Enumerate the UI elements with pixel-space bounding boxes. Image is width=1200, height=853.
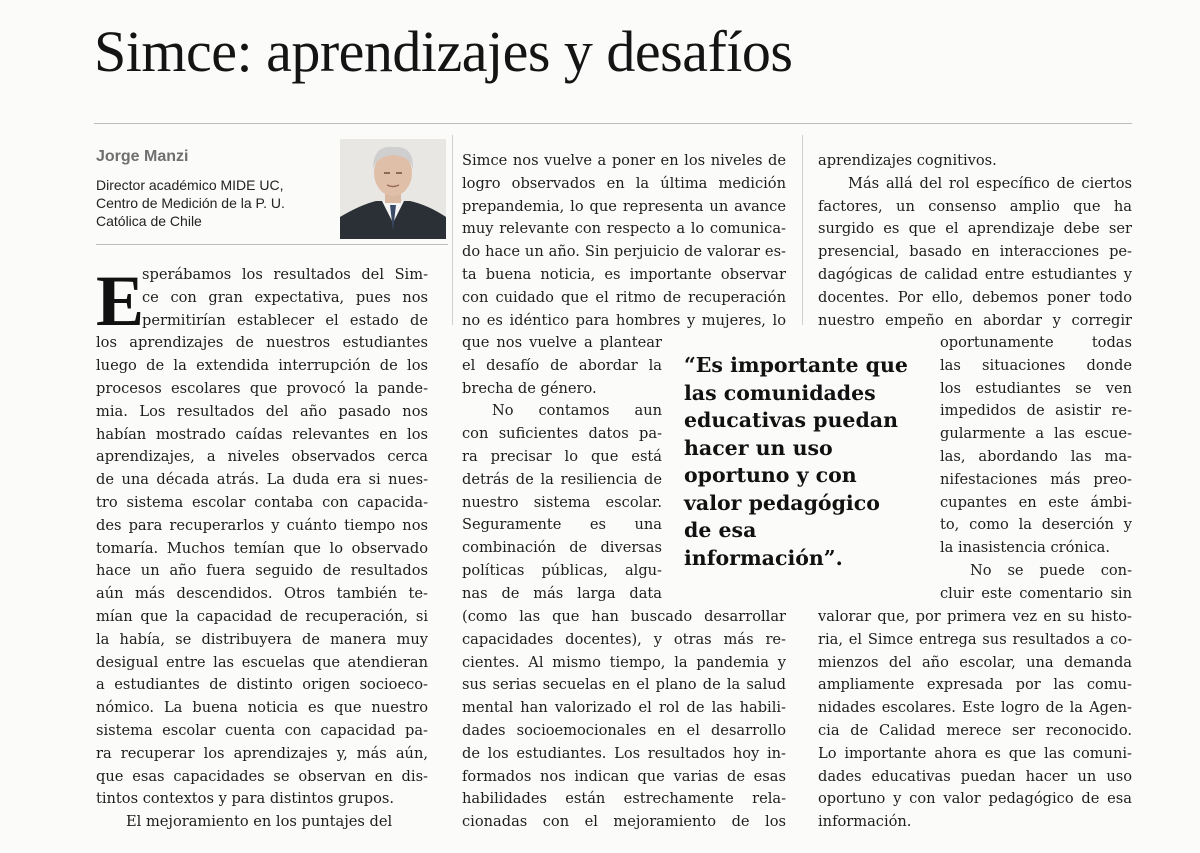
text-line: nuestro empeño en abordar y corregir (818, 311, 1132, 329)
text-line: ra recuperar los aprendizajes y, más aún, (96, 744, 428, 762)
text-line: mían que la capacidad de recuperación, si (96, 607, 428, 625)
text-line: (como las que han buscado desarrollar (462, 608, 786, 625)
column-2-bottom (462, 606, 786, 834)
text-line: Simce nos vuelve a poner en los niveles de (462, 152, 786, 169)
text-line: la había, se distribuyera de manera muy (96, 630, 428, 648)
text-line: desigual entre las escuelas que atendieran (96, 653, 428, 671)
text-line: oportuno y con valor pedagógico de esa (818, 790, 1132, 808)
text-line: las situaciones donde (940, 356, 1132, 374)
text-line: impedidos de asistir re- (940, 402, 1132, 420)
text-line: No contamos aun (492, 402, 662, 420)
author-role-line: Director académico MIDE UC, (96, 177, 284, 193)
text-line: factores, un consenso amplio que ha (818, 197, 1132, 215)
text-line: habían mostrado caídas relevantes en los (96, 425, 428, 443)
column-1 (96, 261, 428, 834)
text-line: formados nos indican que varias de esas (462, 767, 786, 785)
pull-quote-line: valor pedagógico (684, 490, 880, 515)
text-line: Seguramente es una (462, 516, 662, 534)
author-role (96, 176, 336, 230)
text-line: las, abordando las ma- (940, 447, 1132, 465)
text-line: cia de Calidad merece ser reconocido. (818, 721, 1132, 739)
author-rule (96, 244, 448, 245)
text-line: nas de más larga data (462, 584, 662, 602)
text-line: sistema escolar cuenta con capacidad pa- (96, 721, 428, 739)
text-line: mia. Los resultados del año pasado nos (96, 402, 428, 420)
text-line: dades socioemocionales en el desarrollo (462, 721, 786, 739)
pull-quote-line: educativas puedan (684, 408, 898, 432)
pull-quote-line: información”. (684, 545, 843, 570)
text-line: ce con gran expectativa, pues nos (142, 288, 428, 306)
text-line: nómico. La buena noticia es que nuestro (96, 699, 428, 717)
text-line: cionadas con el mejoramiento de los (462, 813, 786, 831)
text-line: sperábamos los resultados del Sim- (142, 266, 428, 283)
text-line: El mejoramiento en los puntajes del (126, 813, 393, 831)
text-line: cluir este comentario sin (940, 584, 1132, 602)
text-line: nidades escolares. Este logro de la Agen- (818, 699, 1132, 717)
text-line: to, como la deserción y (940, 516, 1132, 534)
text-line: los estudiantes se ven (940, 379, 1132, 397)
text-line: ria, el Simce entrega sus resultados a co- (818, 630, 1132, 648)
text-line: mental han valorizado el rol de las habili- (462, 699, 786, 717)
author-name: Jorge Manzi (96, 148, 189, 165)
text-line: permitirían establecer el estado de (142, 311, 428, 329)
drop-cap: E (96, 261, 145, 341)
text-line: combinación de diversas (462, 539, 662, 557)
text-line: aprendizajes, a niveles observados cerca (96, 448, 428, 466)
text-line: muy relevante con respecto a lo comunica- (462, 220, 786, 238)
text-line: mienzos del año escolar, una demanda (818, 653, 1132, 671)
text-line: que esas capacidades se observan en dis- (96, 767, 428, 785)
text-line: hace un año fuera seguido de resultados (96, 562, 428, 580)
text-line: información. (818, 813, 912, 831)
text-line: el desafío de abordar la (462, 356, 662, 374)
text-line: brecha de género. (462, 379, 597, 397)
column-divider-1 (452, 135, 453, 325)
text-line: ampliamente expresada por las comu- (818, 676, 1132, 694)
text-line: sus serias secuelas en el plano de la salud (462, 676, 786, 694)
text-line: dagógicas de calidad entre estudiantes y (818, 265, 1132, 283)
column-2-top (462, 150, 786, 332)
text-line: Lo importante ahora es que las comuni- (818, 744, 1132, 762)
text-line: do hace un año. Sin perjuicio de valorar es- (462, 243, 786, 261)
pull-quote-line: hacer un uso (684, 435, 833, 460)
text-line: tro sistema escolar contaba con capacida- (96, 493, 428, 511)
text-line: des para recuperarlos y cuánto tiempo nos (96, 516, 428, 534)
text-line: no es idéntico para hombres y mujeres, lo (462, 311, 786, 329)
text-line: No se puede con- (970, 561, 1132, 579)
headline: Simce: aprendizajes y desafíos (94, 19, 793, 84)
top-rule (94, 123, 1132, 124)
text-line: políticas públicas, algu- (462, 561, 662, 579)
author-role-line: Centro de Medición de la P. U. (96, 195, 285, 211)
pull-quote-line: oportuno y con (684, 463, 857, 487)
text-line: que nos vuelve a plantear (462, 334, 662, 351)
pull-quote-line: “Es importante que (684, 353, 908, 377)
text-line: dades educativas puedan hacer un uso (818, 767, 1132, 785)
text-line: a estudiantes de distinto origen socioeco- (96, 676, 428, 694)
text-line: habilidades están estrechamente rela- (462, 790, 786, 808)
text-line: tintos contextos y para distintos grupos. (96, 790, 395, 808)
pull-quote (684, 352, 924, 572)
text-line: nuestro sistema escolar. (462, 493, 662, 511)
text-line: los aprendizajes de nuestros estudiantes (96, 334, 428, 352)
column-divider-2 (802, 135, 803, 325)
text-line: Más allá del rol específico de ciertos (848, 174, 1132, 192)
text-line: docentes. Por ello, debemos poner todo (818, 288, 1132, 306)
text-line: aún más descendidos. Otros también te- (96, 585, 428, 603)
text-line: presencial, basado en interacciones pe- (818, 243, 1132, 261)
text-line: logro observados en la última medición (462, 174, 786, 192)
text-line: valorar que, por primera vez en su histo- (818, 608, 1132, 625)
text-line: procesos escolares que provocó la pande- (96, 379, 428, 397)
text-line: surgido es que el aprendizaje debe ser (818, 220, 1132, 238)
text-line: ra precisar lo que está (462, 447, 662, 465)
text-line: la inasistencia crónica. (940, 539, 1111, 557)
text-line: de una década atrás. La duda era si nues- (96, 471, 428, 489)
column-2-middle (462, 332, 662, 606)
text-line: detrás de la resiliencia de (462, 470, 662, 488)
text-line: con cuidado que el ritmo de recuperación (462, 288, 786, 306)
author-portrait-icon (340, 139, 446, 239)
text-line: capacidades docentes), y otras más re- (462, 630, 786, 648)
text-line: luego de la extendida interrupción de los (96, 357, 428, 375)
pull-quote-line: de esa (684, 518, 757, 542)
author-role-line: Católica de Chile (96, 213, 202, 229)
text-line: con suficientes datos pa- (462, 425, 662, 443)
text-line: oportunamente todas (940, 334, 1132, 351)
text-line: ta buena noticia, es importante observar (462, 265, 786, 283)
text-line: de los estudiantes. Los resultados hoy in- (462, 744, 786, 762)
text-line: prepandemia, lo que representa un avance (462, 197, 786, 215)
pull-quote-line: las comunidades (684, 380, 876, 405)
text-line: nifestaciones más preo- (940, 470, 1132, 488)
text-line: aprendizajes cognitivos. (818, 152, 997, 169)
column-3-top (818, 150, 1132, 332)
text-line: tomaría. Muchos temían que lo observado (96, 539, 428, 557)
text-line: cientes. Al mismo tiempo, la pandemia y (462, 653, 786, 671)
text-line: cupantes en este ámbi- (940, 493, 1132, 511)
column-3-middle (940, 332, 1132, 606)
column-3-bottom (818, 606, 1132, 834)
text-line: gularmente a las escue- (940, 425, 1132, 443)
